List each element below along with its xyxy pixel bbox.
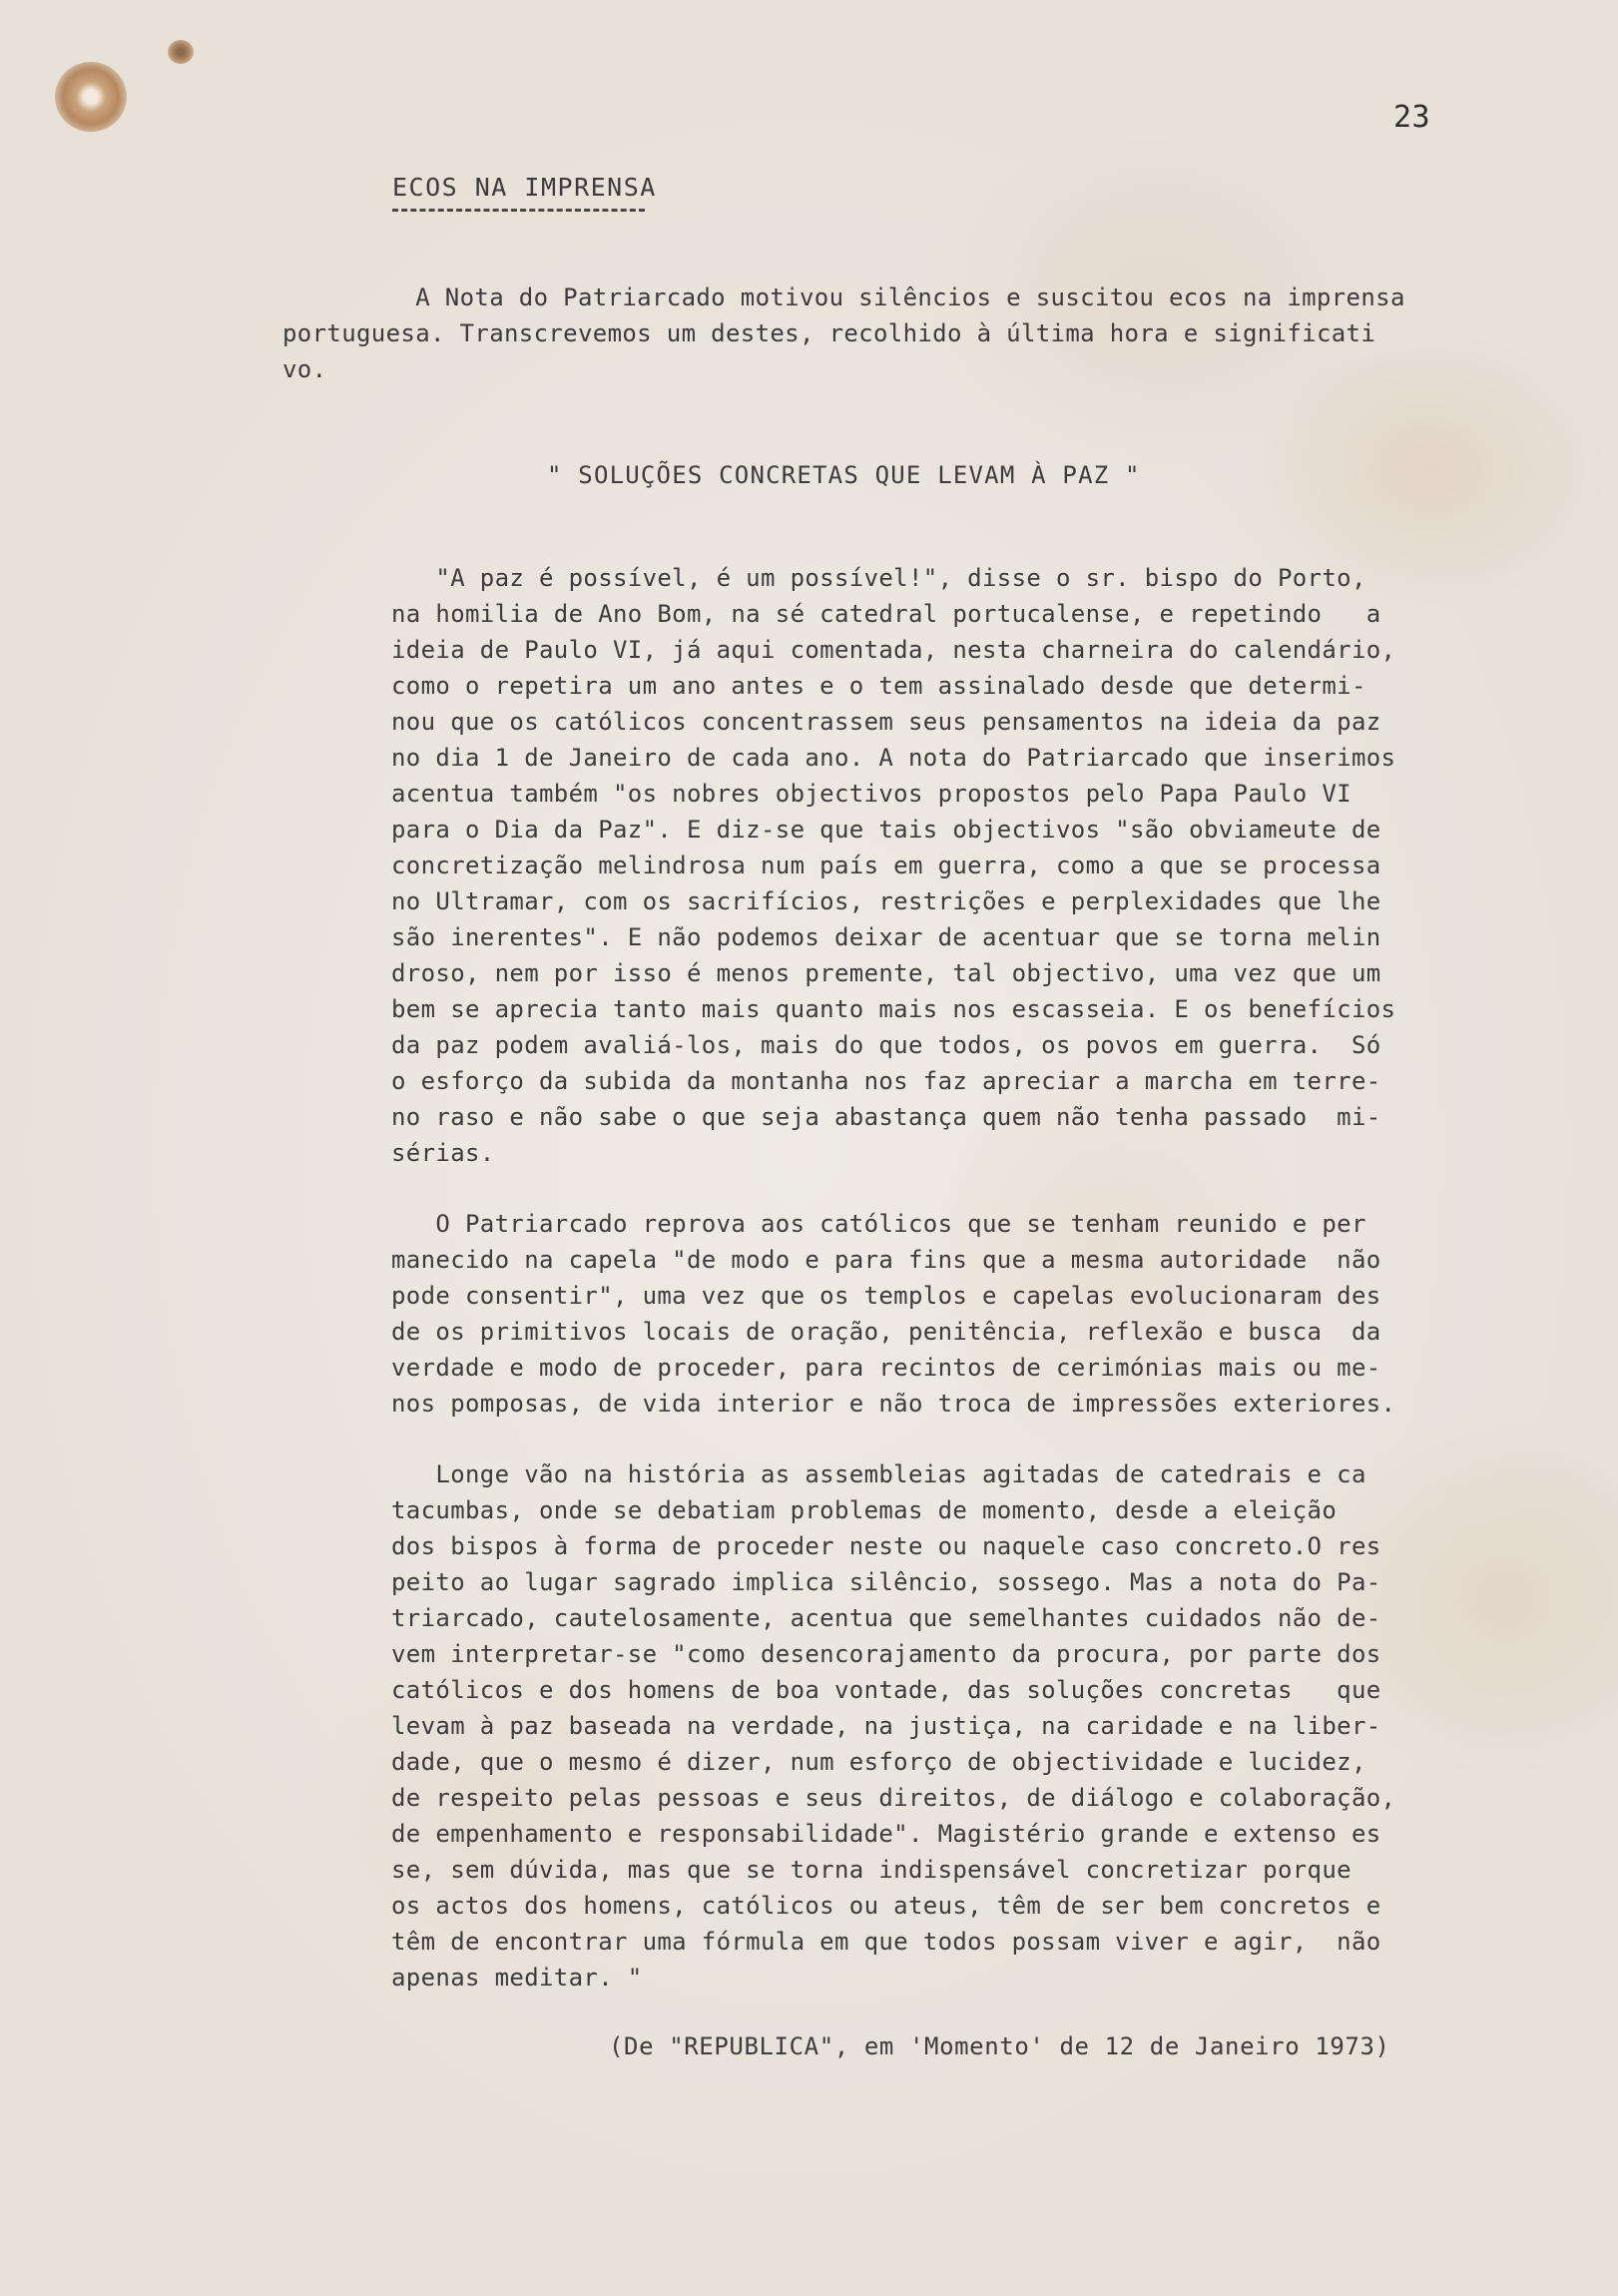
- paragraph-line: dade, que o mesmo é dizer, num esforço de objectividade e lucidez,: [391, 1748, 1366, 1776]
- paragraph-line: para o Dia da Paz". E diz-se que tais objectivos "são obviameute de: [391, 816, 1381, 844]
- paragraph-line: dos bispos à forma de proceder neste ou naquele caso concreto.O res: [391, 1532, 1381, 1560]
- paragraph-line: católicos e dos homens de boa vontade, das soluções concretas que: [391, 1676, 1381, 1704]
- paragraph-line: triarcado, cautelosamente, acentua que semelhantes cuidados não de-: [391, 1604, 1381, 1632]
- paragraph-line: de respeito pelas pessoas e seus direitos, de diálogo e colaboração,: [391, 1784, 1396, 1812]
- stain-mark: [55, 62, 127, 132]
- paragraph-line: droso, nem por isso é menos premente, tal objectivo, uma vez que um: [391, 959, 1381, 987]
- paragraph-line: concretização melindrosa num país em guerra, como a que se processa: [391, 852, 1381, 879]
- paragraph-line: o esforço da subida da montanha nos faz apreciar a marcha em terre-: [391, 1067, 1381, 1095]
- paragraph-line: de os primitivos locais de oração, penitência, reflexão e busca da: [391, 1318, 1381, 1346]
- paragraph-line: manecido na capela "de modo e para fins que a mesma autoridade não: [391, 1246, 1381, 1274]
- paragraph-line: na homilia de Ano Bom, na sé catedral portucalense, e repetindo a: [391, 600, 1381, 628]
- paragraph-line: ideia de Paulo VI, já aqui comentada, nesta charneira do calendário,: [391, 636, 1396, 664]
- source-citation: (De "REPUBLICA", em 'Momento' de 12 de Janeiro 1973): [609, 2032, 1390, 2060]
- paragraph-line: de empenhamento e responsabilidade". Magistério grande e extenso es: [391, 1820, 1381, 1848]
- paragraph-line: verdade e modo de proceder, para recintos de cerimónias mais ou me-: [391, 1354, 1381, 1382]
- paragraph-line: nou que os católicos concentrassem seus pensamentos na ideia da paz: [391, 708, 1381, 736]
- intro-line: portuguesa. Transcrevemos um destes, recolhido à última hora e significati: [282, 319, 1376, 347]
- paragraph-line: como o repetira um ano antes e o tem assinalado desde que determi-: [391, 672, 1366, 700]
- article-title: " SOLUÇÕES CONCRETAS QUE LEVAM À PAZ ": [547, 461, 1141, 489]
- paragraph-line: O Patriarcado reprova aos católicos que se tenham reunido e per: [391, 1210, 1366, 1238]
- paragraph-line: nos pomposas, de vida interior e não troca de impressões exteriores.: [391, 1390, 1396, 1418]
- intro-line: A Nota do Patriarcado motivou silêncios e suscitou ecos na imprensa: [282, 284, 1405, 311]
- section-heading: ECOS NA IMPRENSA: [392, 173, 657, 202]
- paragraph-line: bem se aprecia tanto mais quanto mais nos escasseia. E os benefícios: [391, 995, 1396, 1023]
- paragraph-line: no raso e não sabe o que seja abastança quem não tenha passado mi-: [391, 1103, 1381, 1131]
- paragraph-3: [391, 1456, 1395, 1996]
- paragraph-line: pode consentir", uma vez que os templos e capelas evolucionaram des: [391, 1282, 1381, 1310]
- paragraph-line: no Ultramar, com os sacrifícios, restrições e perplexidades que lhe: [391, 887, 1381, 915]
- paragraph-line: sérias.: [391, 1139, 495, 1167]
- paragraph-line: "A paz é possível, é um possível!", disse o sr. bispo do Porto,: [391, 564, 1366, 592]
- paragraph-line: peito ao lugar sagrado implica silêncio, sossego. Mas a nota do Pa-: [391, 1568, 1381, 1596]
- heading-underline: [392, 209, 645, 212]
- page-number: 23: [1393, 100, 1430, 135]
- paragraph-line: levam à paz baseada na verdade, na justiça, na caridade e na liber-: [391, 1712, 1381, 1740]
- paragraph-line: apenas meditar. ": [391, 1964, 643, 1992]
- paragraph-line: vem interpretar-se "como desencorajamento da procura, por parte dos: [391, 1640, 1381, 1668]
- paragraph-line: os actos dos homens, católicos ou ateus, têm de ser bem concretos e: [391, 1892, 1381, 1920]
- paragraph-line: da paz podem avaliá-los, mais do que todos, os povos em guerra. Só: [391, 1031, 1381, 1059]
- paragraph-line: acentua também "os nobres objectivos propostos pelo Papa Paulo VI: [391, 780, 1351, 808]
- paragraph-line: Longe vão na história as assembleias agitadas de catedrais e ca: [391, 1460, 1366, 1488]
- paragraph-line: têm de encontrar uma fórmula em que todos possam viver e agir, não: [391, 1928, 1381, 1956]
- stain-mark-small: [168, 40, 194, 64]
- paragraph-line: no dia 1 de Janeiro de cada ano. A nota do Patriarcado que inserimos: [391, 744, 1396, 772]
- paragraph-1: [391, 560, 1395, 1171]
- paragraph-2: [391, 1206, 1395, 1422]
- paragraph-line: tacumbas, onde se debatiam problemas de momento, desde a eleição: [391, 1496, 1338, 1524]
- intro-paragraph: [282, 280, 1405, 387]
- paragraph-line: se, sem dúvida, mas que se torna indispensável concretizar porque: [391, 1856, 1351, 1884]
- paragraph-line: são inerentes". E não podemos deixar de acentuar que se torna melin: [391, 923, 1381, 951]
- intro-line: vo.: [282, 355, 327, 383]
